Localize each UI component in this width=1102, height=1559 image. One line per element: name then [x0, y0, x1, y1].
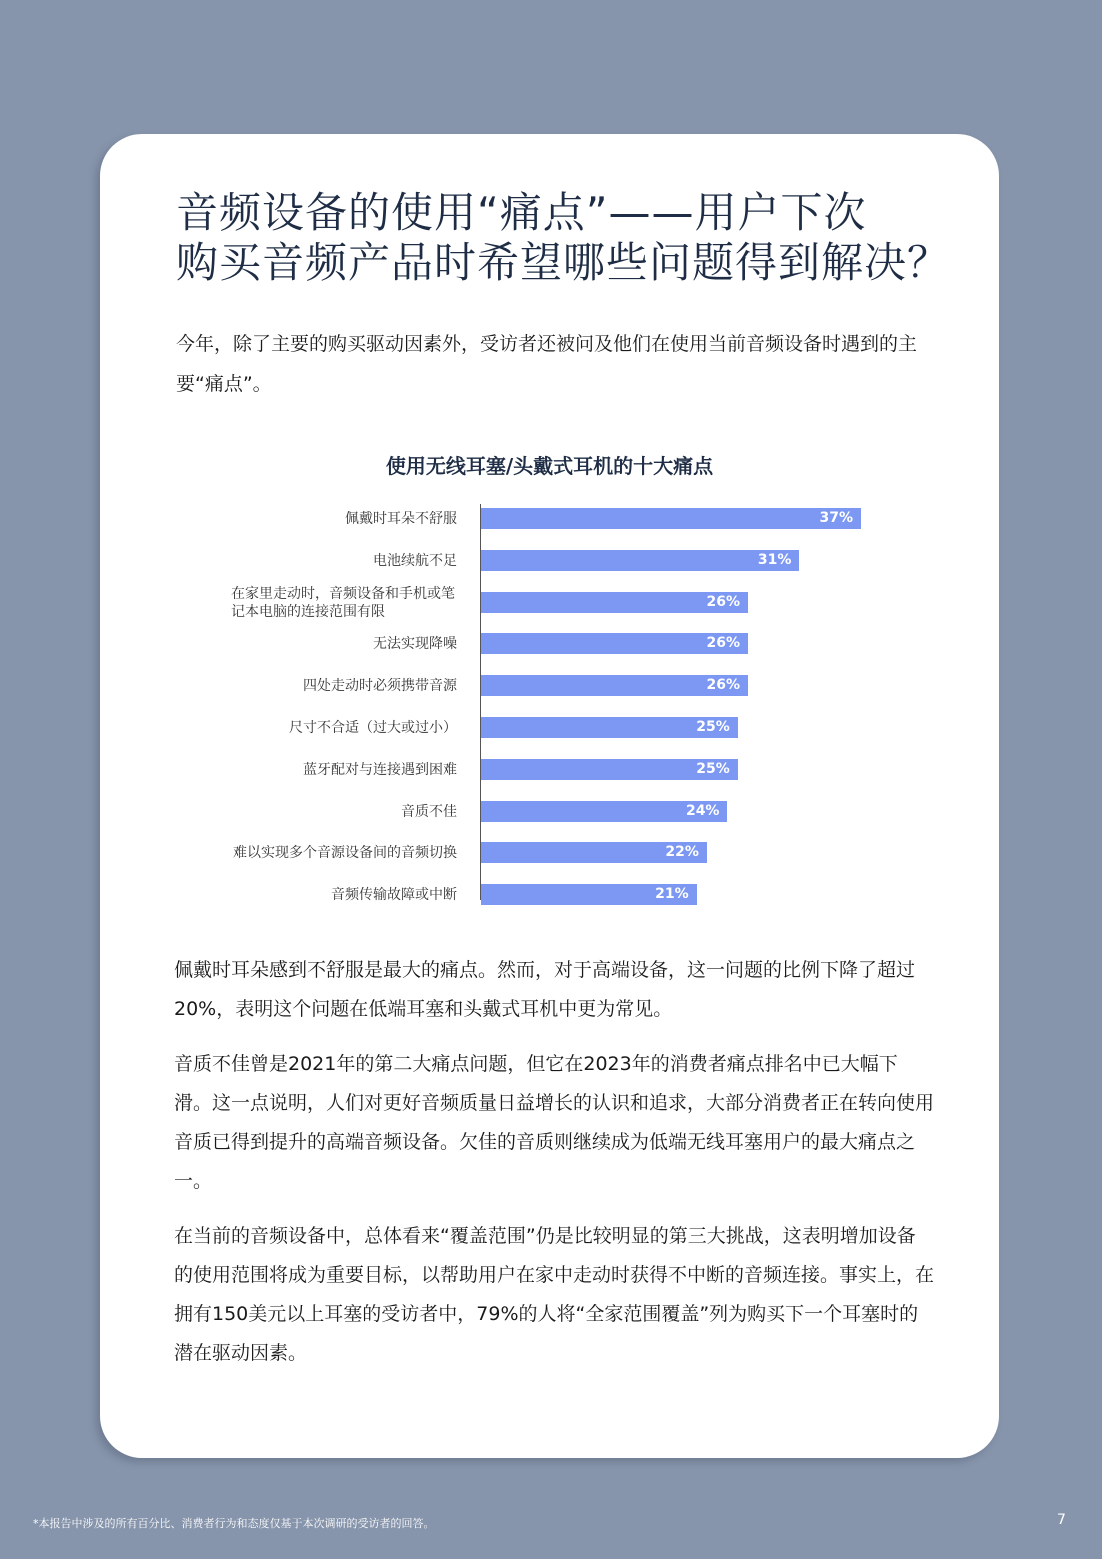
title-line-2: 购买音频产品时希望哪些问题得到解决？	[176, 238, 951, 287]
body-paragraph-2: 音质不佳曾是2021年的第二大痛点问题，但它在2023年的消费者痛点排名中已大幅下滑。这一点说明，人们对更好音频质量日益增长的认识和追求，大部分消费者正在转向使用音质已得到提升的高端音频设备。欠佳的音质则继续成为低端无线耳塞用户的最大痛点之一。	[174, 1053, 935, 1192]
bar	[481, 717, 738, 738]
bar	[481, 508, 861, 529]
intro-paragraph: 今年，除了主要的购买驱动因素外，受访者还被问及他们在使用当前音频设备时遇到的主要“痛点”。	[176, 333, 918, 395]
chart-row	[100, 498, 999, 540]
bar-value-label: 24%	[685, 802, 720, 819]
bar-category-label: 蓝牙配对与连接遇到困难	[303, 761, 457, 778]
body-text	[174, 951, 934, 1389]
bar-value-label: 25%	[696, 719, 730, 735]
bar-value-label: 21%	[655, 886, 689, 903]
bar-category-label: 佩戴时耳朵不舒服	[345, 511, 457, 527]
page-number: 7	[1057, 1512, 1066, 1528]
bar-category-label: 音质不佳	[401, 803, 457, 820]
body-paragraph-1: 佩戴时耳朵感到不舒服是最大的痛点。然而，对于高端设备，这一问题的比例下降了超过20%，表明这个问题在低端耳塞和头戴式耳机中更为常见。	[174, 959, 916, 1020]
chart-row	[100, 540, 999, 582]
bar-category-label: 音频传输故障或中断	[331, 887, 457, 904]
chart-row	[100, 791, 999, 833]
bar	[481, 550, 799, 571]
footnote: *本报告中涉及的所有百分比、消费者行为和态度仅基于本次调研的受访者的回答。	[33, 1517, 435, 1530]
bar-category-label: 四处走动时必须携带音源	[303, 678, 457, 695]
bar	[481, 759, 738, 780]
content-card	[100, 134, 999, 1458]
bar-chart	[100, 498, 999, 908]
bar	[481, 675, 748, 696]
chart-row	[100, 832, 999, 874]
bar-category-label: 在家里走动时，音频设备和手机或笔记本电脑的连接范围有限	[231, 585, 455, 620]
chart-row	[100, 623, 999, 665]
bar	[481, 592, 748, 613]
bar-value-label: 26%	[706, 677, 741, 694]
body-paragraph-3: 在当前的音频设备中，总体看来“覆盖范围”仍是比较明显的第三大挑战，这表明增加设备的使用范围将成为重要目标，以帮助用户在家中走动时获得不中断的音频连接。事实上，在拥有150美元以上耳塞的受访者中，79%的人将“全家范围覆盖”列为购买下一个耳塞时的潜在驱动因素。	[174, 1225, 935, 1364]
bar-value-label: 25%	[696, 760, 730, 777]
bar	[481, 801, 727, 822]
title-line-1: 音频设备的使用“痛点”——用户下次	[176, 188, 867, 237]
bar-value-label: 26%	[706, 593, 741, 610]
bar	[481, 842, 707, 863]
bar-category-label: 难以实现多个音源设备间的音频切换	[233, 845, 457, 862]
chart-row	[100, 665, 999, 707]
chart-title: 使用无线耳塞/头戴式耳机的十大痛点	[385, 454, 714, 478]
bar-value-label: 22%	[665, 844, 699, 861]
page-title	[176, 188, 950, 288]
bar	[481, 884, 697, 905]
bar-value-label: 26%	[706, 635, 741, 652]
chart-row	[100, 874, 999, 916]
bar-category-label: 尺寸不合适（过大或过小）	[289, 720, 457, 736]
chart-row	[100, 749, 999, 791]
chart-row	[100, 707, 999, 749]
bar-value-label: 37%	[819, 510, 853, 526]
bar-value-label: 31%	[757, 551, 792, 568]
bar-category-label: 无法实现降噪	[373, 636, 457, 653]
bar	[481, 633, 748, 654]
chart-row	[100, 582, 999, 624]
bar-category-label: 电池续航不足	[373, 552, 457, 569]
